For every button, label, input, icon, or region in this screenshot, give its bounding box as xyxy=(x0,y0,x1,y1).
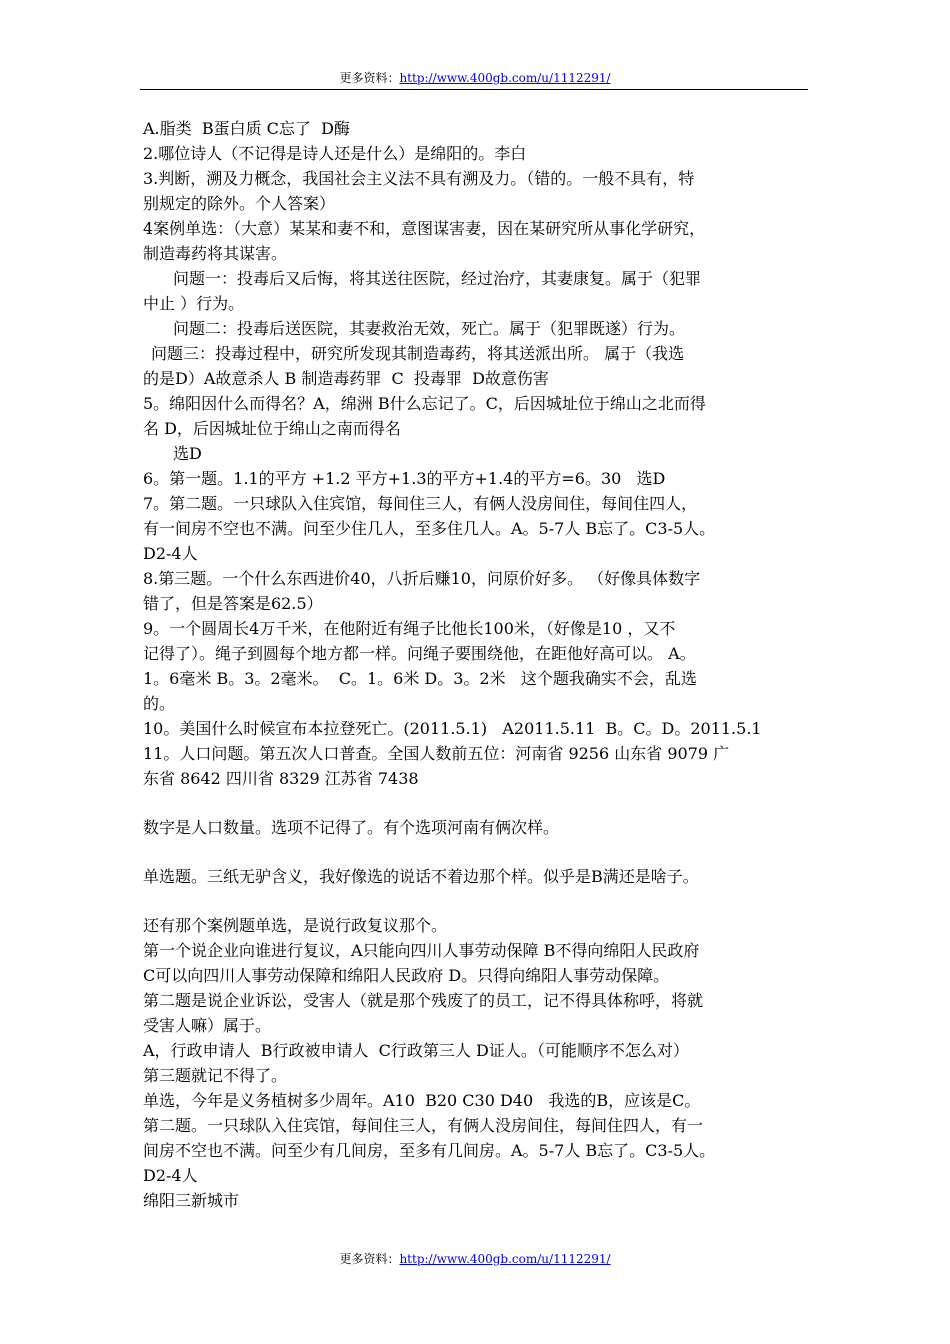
footer-link[interactable]: http://www.400gb.com/u/1112291/ xyxy=(399,1252,611,1266)
text-line: D2-4人 xyxy=(143,1166,198,1185)
text-line: 制造毒药将其谋害。 xyxy=(143,244,288,263)
text-line: 单选题。三纸无驴含义，我好像选的说话不着边那个样。似乎是B满还是啥子。 xyxy=(143,867,699,886)
text-line: 东省 8642 四川省 8329 江苏省 7438 xyxy=(143,769,419,788)
text-line: 3.判断，溯及力概念，我国社会主义法不具有溯及力。（错的。一般不具有，特 xyxy=(143,169,695,188)
text-line: 绵阳三新城市 xyxy=(143,1191,240,1210)
text-line: 11。人口问题。第五次人口普查。全国人数前五位：河南省 9256 山东省 9079 广 xyxy=(143,744,730,763)
text-line: 单选，今年是义务植树多少周年。A10 B20 C30 D40 我选的B，应该是C。 xyxy=(143,1091,701,1110)
text-line: 问题一：投毒后又后悔，将其送往医院，经过治疗，其妻康复。属于（犯罪 xyxy=(173,269,702,288)
header-link[interactable]: http://www.400gb.com/u/1112291/ xyxy=(399,71,611,85)
text-line: 第三题就记不得了。 xyxy=(143,1066,288,1085)
text-line: 数字是人口数量。选项不记得了。有个选项河南有俩次样。 xyxy=(143,818,560,837)
page-header xyxy=(0,69,950,86)
paragraph-gap xyxy=(143,840,809,864)
text-line: D2-4人 xyxy=(143,544,198,563)
text-line: 2.哪位诗人（不记得是诗人还是什么）是绵阳的。李白 xyxy=(143,144,527,163)
text-line: 的。 xyxy=(143,694,176,713)
text-line: 的是D）A故意杀人 B 制造毒药罪 C 投毒罪 D故意伤害 xyxy=(143,369,549,388)
page-footer xyxy=(0,1250,950,1267)
text-line: 受害人嘛）属于。 xyxy=(143,1016,272,1035)
text-line: 10。美国什么时候宣布本拉登死亡。(2011.5.1) A2011.5.11 B。C。D。2011.5.1 xyxy=(143,719,762,738)
text-line: 6。第一题。1.1的平方 +1.2 平方+1.3的平方+1.4的平方=6。30 选D xyxy=(143,469,666,488)
text-line: 9。一个圆周长4万千米，在他附近有绳子比他长100米，（好像是10 ，又不 xyxy=(143,619,676,638)
text-line: 第二题。一只球队入住宾馆，每间住三人，有俩人没房间住，每间住四人，有一 xyxy=(143,1116,704,1135)
text-line: 问题二：投毒后送医院，其妻救治无效，死亡。属于（犯罪既遂）行为。 xyxy=(173,319,686,338)
text-line: 1。6毫米 B。3。2毫米。 C。1。6米 D。3。2米 这个题我确实不会，乱选 xyxy=(143,669,697,688)
text-line: 选D xyxy=(173,444,202,463)
header-rule xyxy=(140,89,808,90)
text-line: 第一个说企业向谁进行复议，A只能向四川人事劳动保障 B不得向绵阳人民政府 xyxy=(143,941,700,960)
text-line: A.脂类 B蛋白质 C忘了 D酶 xyxy=(143,119,350,138)
text-line: A，行政申请人 B行政被申请人 C行政第三人 D证人。（可能顺序不怎么对） xyxy=(143,1041,689,1060)
paragraph-gap xyxy=(143,791,809,815)
text-line: 记得了）。绳子到圆每个地方都一样。问绳子要围绕他，在距他好高可以。 A。 xyxy=(143,644,696,663)
text-line: 有一间房不空也不满。问至少住几人，至多住几人。A。5-7人 B忘了。C3-5人。 xyxy=(143,519,716,538)
text-line: 4案例单选：（大意）某某和妻不和，意图谋害妻，因在某研究所从事化学研究， xyxy=(143,219,706,238)
text-line: 中止 ）行为。 xyxy=(143,294,245,313)
footer-label: 更多资料： xyxy=(339,1252,400,1266)
text-line: 5。绵阳因什么而得名？A，绵洲 B什么忘记了。C，后因城址位于绵山之北而得 xyxy=(143,394,706,413)
header-label: 更多资料： xyxy=(339,71,400,85)
text-line: 7。第二题。一只球队入住宾馆，每间住三人，有俩人没房间住，每间住四人， xyxy=(143,494,698,513)
text-line: 别规定的除外。个人答案） xyxy=(143,194,336,213)
document-body xyxy=(143,116,809,1213)
text-line: 间房不空也不满。问至少有几间房，至多有几间房。A。5-7人 B忘了。C3-5人。 xyxy=(143,1141,716,1160)
text-line: 8.第三题。一个什么东西进价40，八折后赚10，问原价好多。 （好像具体数字 xyxy=(143,569,701,588)
text-line: 还有那个案例题单选，是说行政复议那个。 xyxy=(143,916,448,935)
text-line: 名 D，后因城址位于绵山之南而得名 xyxy=(143,419,401,438)
text-line: C可以向四川人事劳动保障和绵阳人民政府 D。只得向绵阳人事劳动保障。 xyxy=(143,966,670,985)
text-line: 问题三：投毒过程中，研究所发现其制造毒药，将其送派出所。 属于（我选 xyxy=(151,344,685,363)
text-line: 第二题是说企业诉讼，受害人（就是那个残废了的员工，记不得具体称呼，将就 xyxy=(143,991,704,1010)
paragraph-gap xyxy=(143,889,809,913)
text-line: 错了，但是答案是62.5） xyxy=(143,594,323,613)
